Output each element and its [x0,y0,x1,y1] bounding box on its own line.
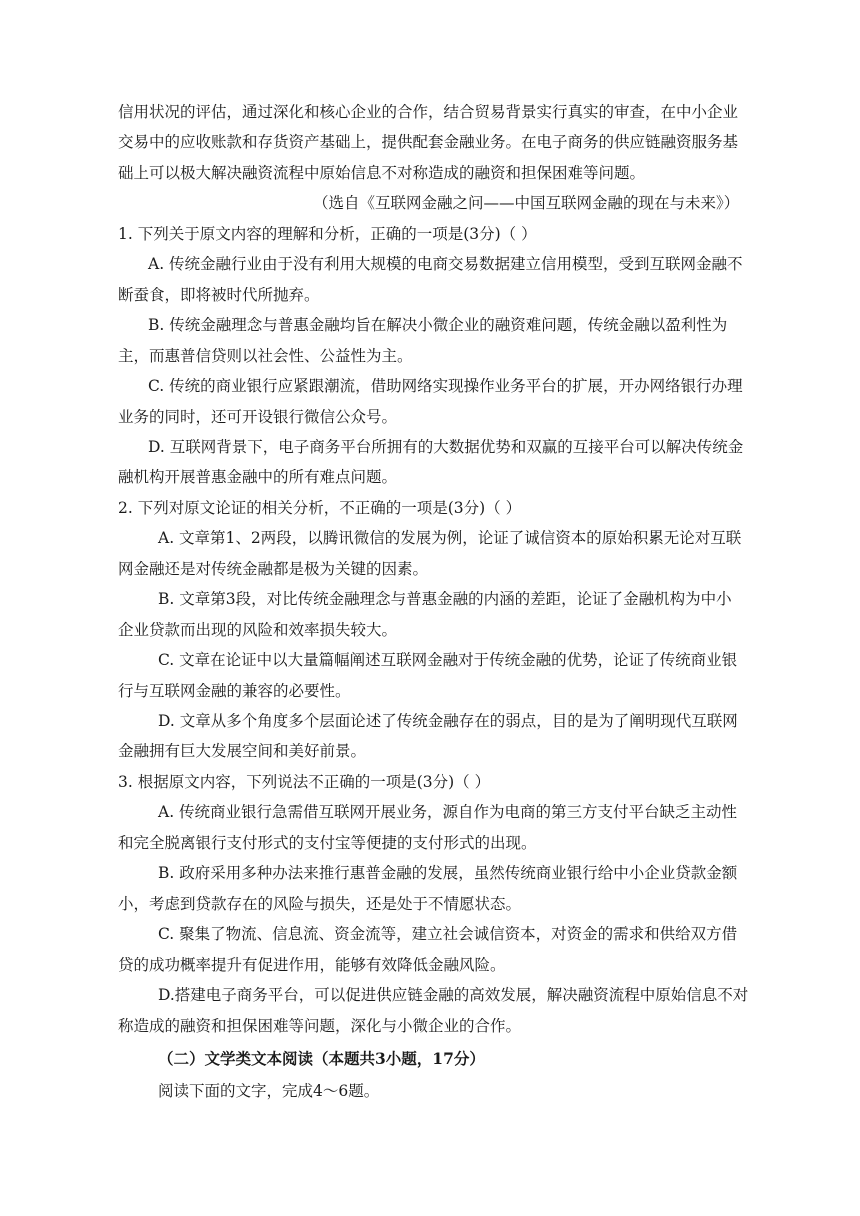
option-c-cont: 行与互联网金融的兼容的必要性。 [118,682,351,700]
option-c-cont: 业务的同时，还可开设银行微信公众号。 [118,408,398,426]
option-b-cont: 企业贷款而出现的风险和效率损失较大。 [118,621,398,639]
question-stem: 1. 下列关于原文内容的理解和分析，正确的一项是(3分)（ ） [118,225,537,243]
option-c-cont: 贷的成功概率提升有促进作用，能够有效降低金融风险。 [118,956,506,974]
option-b: B. 文章第3段，对比传统金融理念与普惠金融的内涵的差距，论证了金融机构为中小 [158,590,732,608]
option-b-cont: 主，而惠普信贷则以社会性、公益性为主。 [118,347,413,365]
option-a: A. 文章第1、2两段，以腾讯微信的发展为例，论证了诚信资本的原始积累无论对互联 [158,529,742,547]
option-d-cont: 融机构开展普惠金融中的所有难点问题。 [118,468,398,486]
option-d: D.搭建电子商务平台，可以促进供应链金融的高效发展，解决融资流程中原始信息不对 [158,986,749,1004]
option-d: D. 文章从多个角度多个层面论述了传统金融存在的弱点，目的是为了阐明现代互联网 [158,712,738,730]
option-a-cont: 网金融还是对传统金融都是极为关键的因素。 [118,560,429,578]
option-d: D. 互联网背景下，电子商务平台所拥有的大数据优势和双赢的互接平台可以解决传统金 [148,438,744,456]
option-c: C. 传统的商业银行应紧跟潮流，借助网络实现操作业务平台的扩展，开办网络银行办理 [148,377,743,395]
option-b-cont: 小，考虑到贷款存在的风险与损失，还是处于不情愿状态。 [118,895,522,913]
passage-source: （选自《互联网金融之问——中国互联网金融的现在与未来》） [313,194,740,212]
option-a: A. 传统金融行业由于没有利用大规模的电商交易数据建立信用模型，受到互联网金融不 [148,255,743,273]
question-stem: 2. 下列对原文论证的相关分析，不正确的一项是(3分)（ ） [118,499,522,517]
option-a: A. 传统商业银行急需借互联网开展业务，源自作为电商的第三方支付平台缺乏主动性 [158,803,738,821]
option-d-cont: 称造成的融资和担保困难等问题，深化与小微企业的合作。 [118,1017,522,1035]
section-instruction: 阅读下面的文字，完成4～6题。 [158,1082,380,1100]
option-b: B. 传统金融理念与普惠金融均旨在解决小微企业的融资难问题，传统金融以盈利性为 [148,316,728,334]
option-b: B. 政府采用多种办法来推行惠普金融的发展，虽然传统商业银行给中小企业贷款金额 [158,864,738,882]
passage-line: 础上可以极大解决融资流程中原始信息不对称造成的融资和担保困难等问题。 [118,164,646,182]
passage-line: 信用状况的评估，通过深化和核心企业的合作，结合贸易背景实行真实的审查，在中小企业 [118,103,739,121]
question-stem: 3. 根据原文内容，下列说法不正确的一项是(3分)（ ） [118,773,491,791]
passage-line: 交易中的应收账款和存货资产基础上，提供配套金融业务。在电子商务的供应链融资服务基 [118,133,739,151]
section-heading: （二）文学类文本阅读（本题共3小题，17分） [158,1049,485,1068]
option-d-cont: 金融拥有巨大发展空间和美好前景。 [118,742,367,760]
option-c: C. 文章在论证中以大量篇幅阐述互联网金融对于传统金融的优势，论证了传统商业银 [158,651,738,669]
option-a-cont: 断蚕食，即将被时代所抛弃。 [118,286,320,304]
option-a-cont: 和完全脱离银行支付形式的支付宝等便捷的支付形式的出现。 [118,834,537,852]
option-c: C. 聚集了物流、信息流、资金流等，建立社会诚信资本，对资金的需求和供给双方借 [158,925,738,943]
